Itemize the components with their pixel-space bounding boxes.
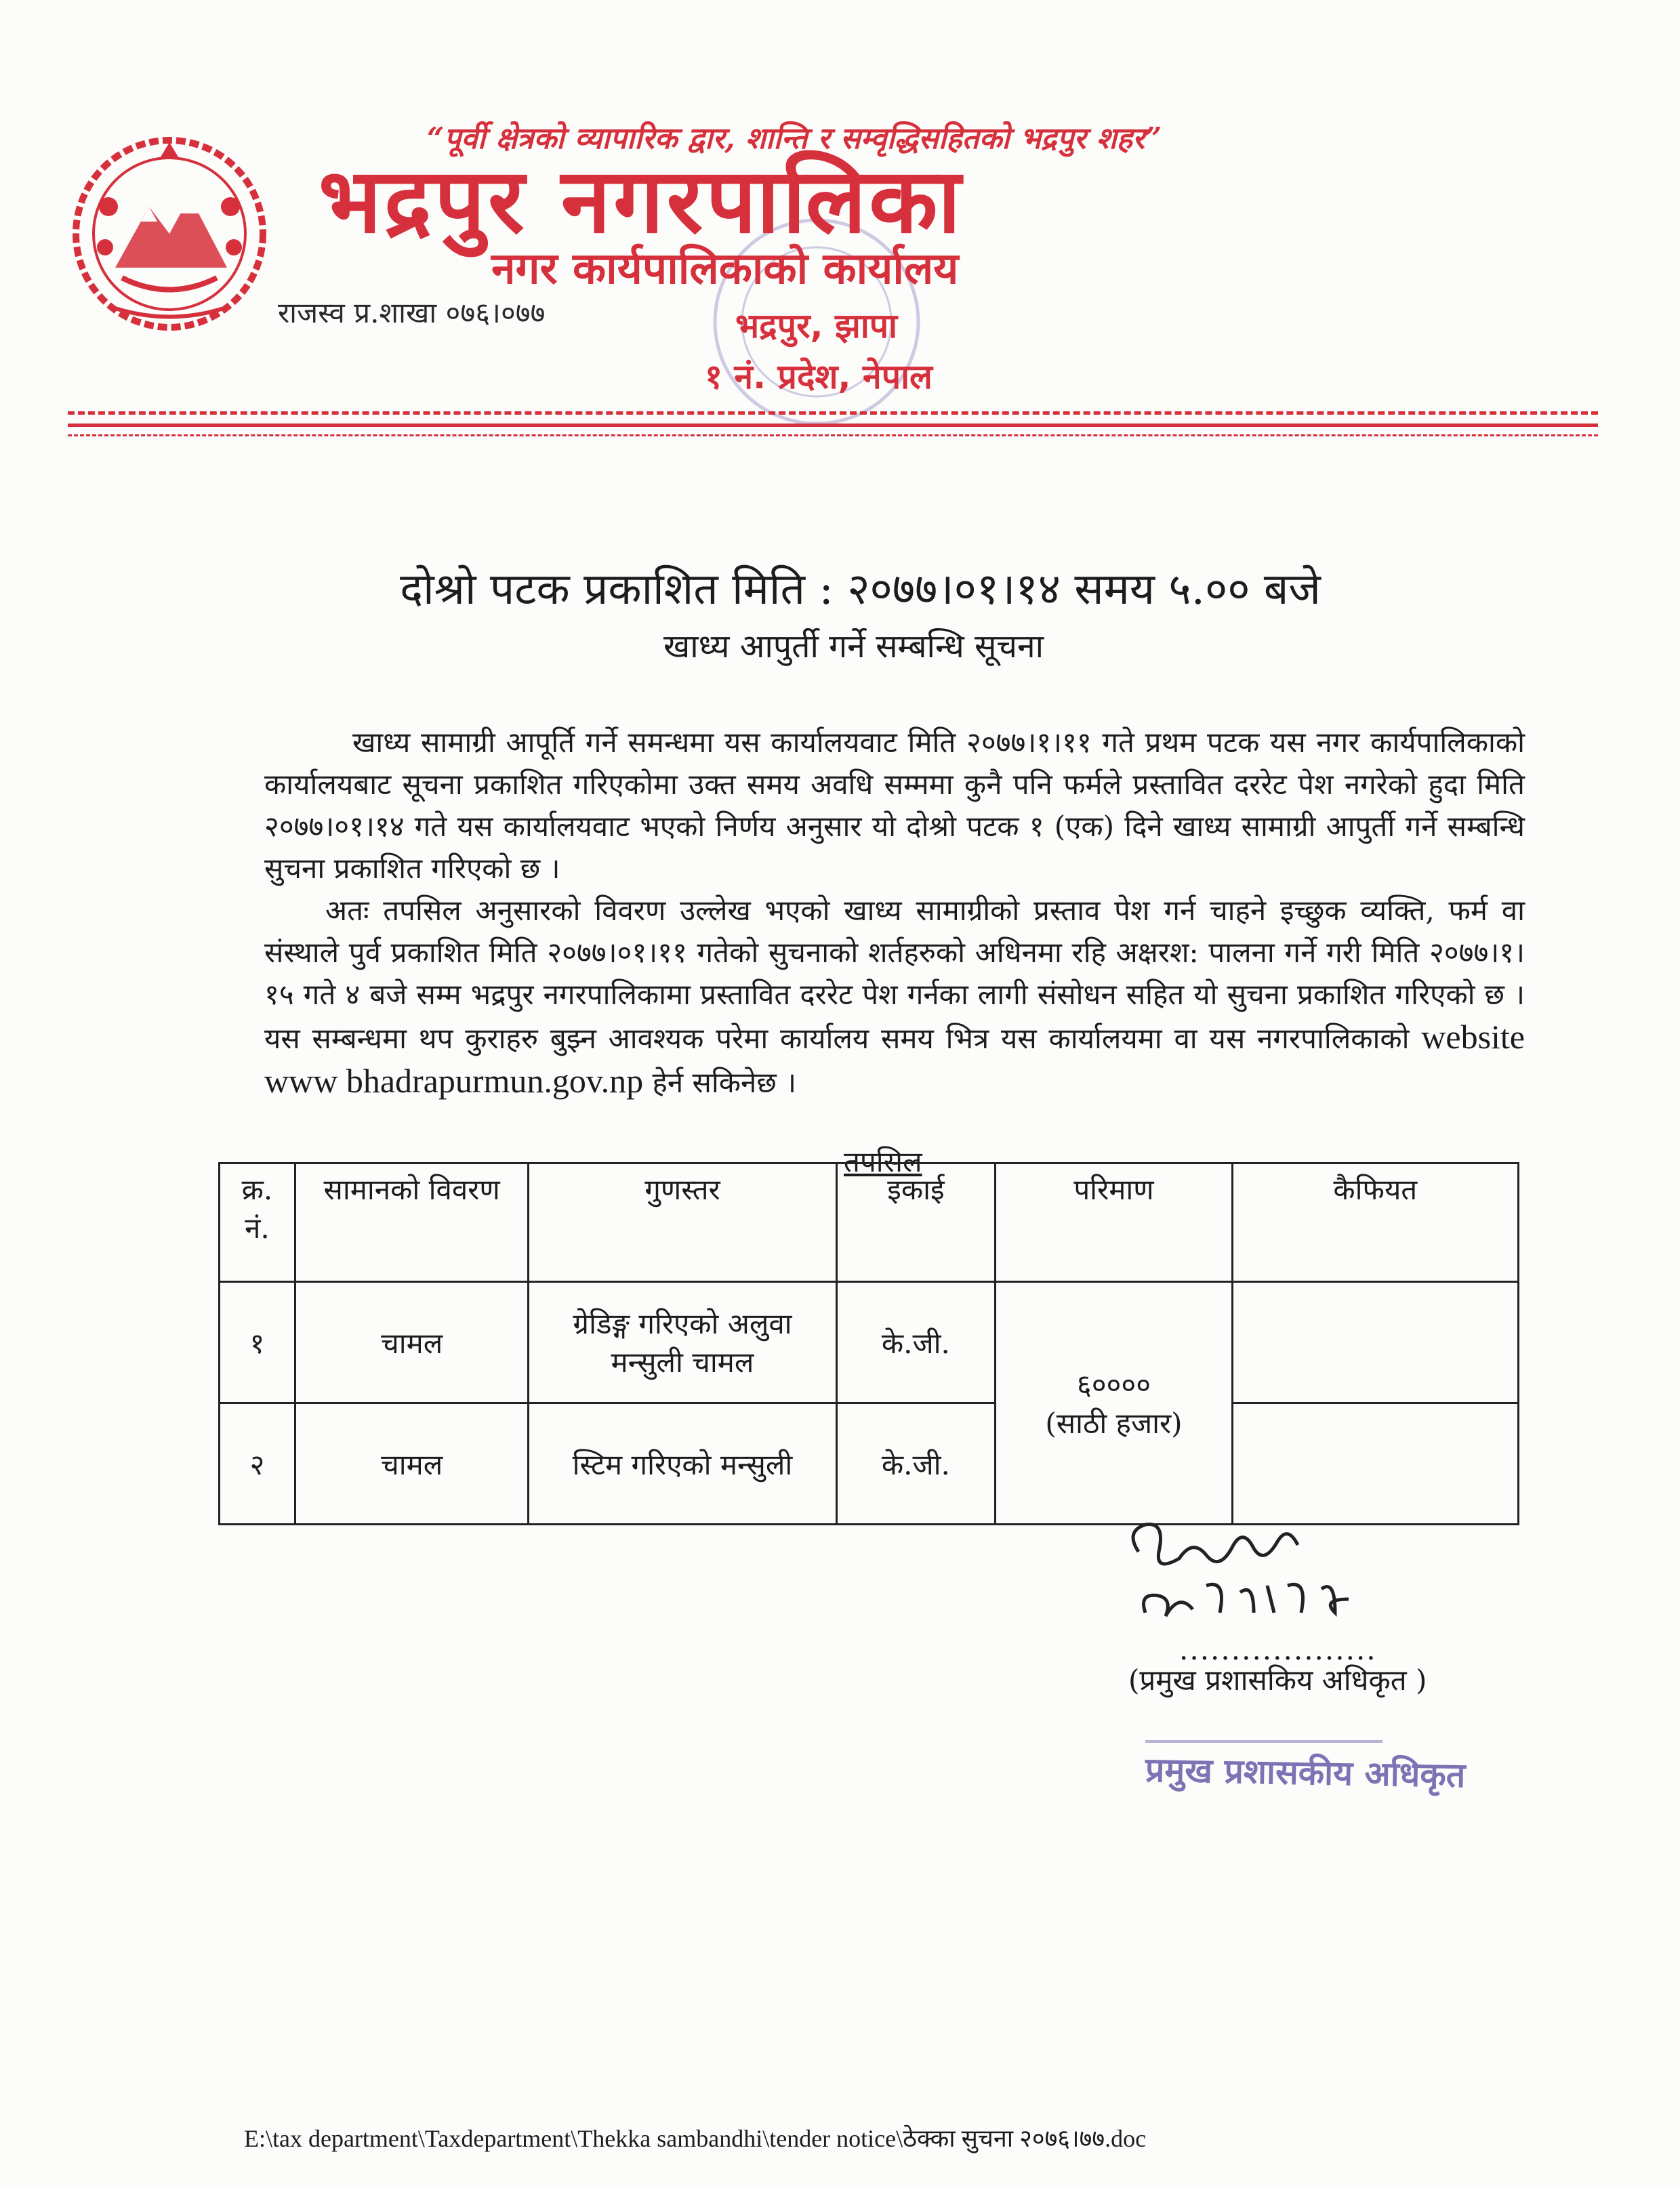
notice-paragraph-2 <box>264 890 1525 1104</box>
row-remarks <box>1232 1403 1518 1525</box>
letterhead-divider-top <box>68 411 1598 415</box>
quantity-words: (साठी हजार) <box>1045 1406 1183 1440</box>
header-item: सामानको विवरण <box>295 1163 529 1282</box>
row-item: चामल <box>295 1403 529 1525</box>
items-table <box>218 1162 1519 1525</box>
signatory-title: (प्रमुख प्रशासकिय अधिकृत ) <box>1128 1664 1427 1697</box>
website-word: website <box>1421 1018 1525 1056</box>
table-caption: तपसिल <box>844 1145 922 1178</box>
official-designation-stamp: प्रमुख प्रशासकीय अधिकृत <box>1145 1749 1466 1796</box>
header-remarks: कैफियत <box>1232 1163 1518 1282</box>
header-quality: गुणस्तर <box>529 1163 836 1282</box>
row-unit: के.जी. <box>836 1282 996 1403</box>
letterhead-divider-main <box>68 424 1598 427</box>
header-unit: इकाई <box>836 1163 996 1282</box>
row-remarks <box>1232 1282 1518 1403</box>
row-quality: ग्रेडिङ्ग गरिएको अलुवा मन्सुली चामल <box>529 1282 836 1403</box>
table-header-row <box>220 1163 1519 1282</box>
website-url: www bhadrapurmun.gov.np <box>264 1062 644 1100</box>
header-quantity: परिमाण <box>996 1163 1232 1282</box>
row-quality: स्टिम गरिएको मन्सुली <box>529 1403 836 1525</box>
notice-paragraph-2-text: अतः तपसिल अनुसारको विवरण उल्लेख भएको खाध्य सामाग्रीको प्रस्ताव पेश गर्न चाहने इच्छुक व्यक्ति, फर्म वा संस्थाले पुर्व प्रकाशित मिति २०७७।०१।११ गतेको सुचनाको शर्तहरुको अधिनमा रहि अक्षरश: पालना गर्ने गरी मिति २०७७।१।१५ गते ४ बजे सम्म भद्रपुर नगरपालिकामा प्रस्तावित दररेट पेश गर्नका लागी संसोधन सहित यो सुचना प्रकाशित गरिएको छ । यस सम्बन्धमा थप कुराहरु बुझ्न आवश्यक परेमा कार्यालय समय भित्र यस कार्यालयमा वा यस नगरपालिकाको <box>264 894 1525 1055</box>
header-serial: क्र. नं. <box>220 1163 295 1282</box>
branch-reference: राजस्व प्र.शाखा ०७६।०७७ <box>278 296 546 329</box>
address-province: १ नं. प्रदेश, नेपाल <box>705 357 933 396</box>
notice-paragraph-1: खाध्य सामाग्री आपूर्ति गर्ने समन्धमा यस कार्यालयवाट मिति २०७७।१।११ गते प्रथम पटक यस नगर कार्यपालिकाको कार्यालयबाट सूचना प्रकाशित गरिएकोमा उक्त समय अवधि सम्ममा कुनै पनि फर्मले प्रस्तावित दररेट पेश नगरेको हुदा मिति २०७७।०१।१४ गते यस कार्यालयवाट भएको निर्णय अनुसार यो दोश्रो पटक १ (एक) दिने खाध्य सामाग्री आपुर्ती गर्ने सम्बन्धि सुचना प्रकाशित गरिएको छ । <box>264 726 1525 885</box>
municipality-tagline: “पूर्वी क्षेत्रको व्यापारिक द्वार, शान्ति र सम्वृद्धिसहितको भद्रपुर शहर” <box>427 121 1162 156</box>
quantity-cell <box>996 1282 1232 1525</box>
table-row <box>220 1282 1519 1403</box>
quantity-value: ६०००० <box>1076 1367 1151 1401</box>
notice-subheading: खाध्य आपुर्ती गर्ने सम्बन्धि सूचना <box>663 627 1044 665</box>
letterhead-divider-bottom <box>68 434 1598 436</box>
row-unit: के.जी. <box>836 1403 996 1525</box>
nepal-government-emblem-icon <box>68 132 271 335</box>
notice-body <box>264 722 1525 1104</box>
file-path-footer: E:\tax department\Taxdepartment\Thekka sambandhi\tender notice\ठेक्का सुचना २०७६।७७.doc <box>244 2125 1147 2152</box>
office-name: नगर कार्यपालिकाको कार्यालय <box>491 244 959 294</box>
stamp-rule <box>1145 1740 1382 1743</box>
address-district: भद्रपुर, झापा <box>735 306 898 346</box>
row-serial: २ <box>220 1403 295 1525</box>
row-serial: १ <box>220 1282 295 1403</box>
table-row <box>220 1403 1519 1525</box>
row-item: चामल <box>295 1282 529 1403</box>
handwritten-signature-icon <box>1118 1511 1389 1640</box>
notice-heading: दोश्रो पटक प्रकाशित मिति : २०७७।०१।१४ समय ५.०० बजे <box>400 564 1321 615</box>
notice-paragraph-2-end: हेर्न सकिनेछ । <box>652 1066 797 1099</box>
signature-line: ................... <box>1179 1633 1377 1666</box>
municipality-name: भद्रपुर नगरपालिका <box>319 149 964 253</box>
